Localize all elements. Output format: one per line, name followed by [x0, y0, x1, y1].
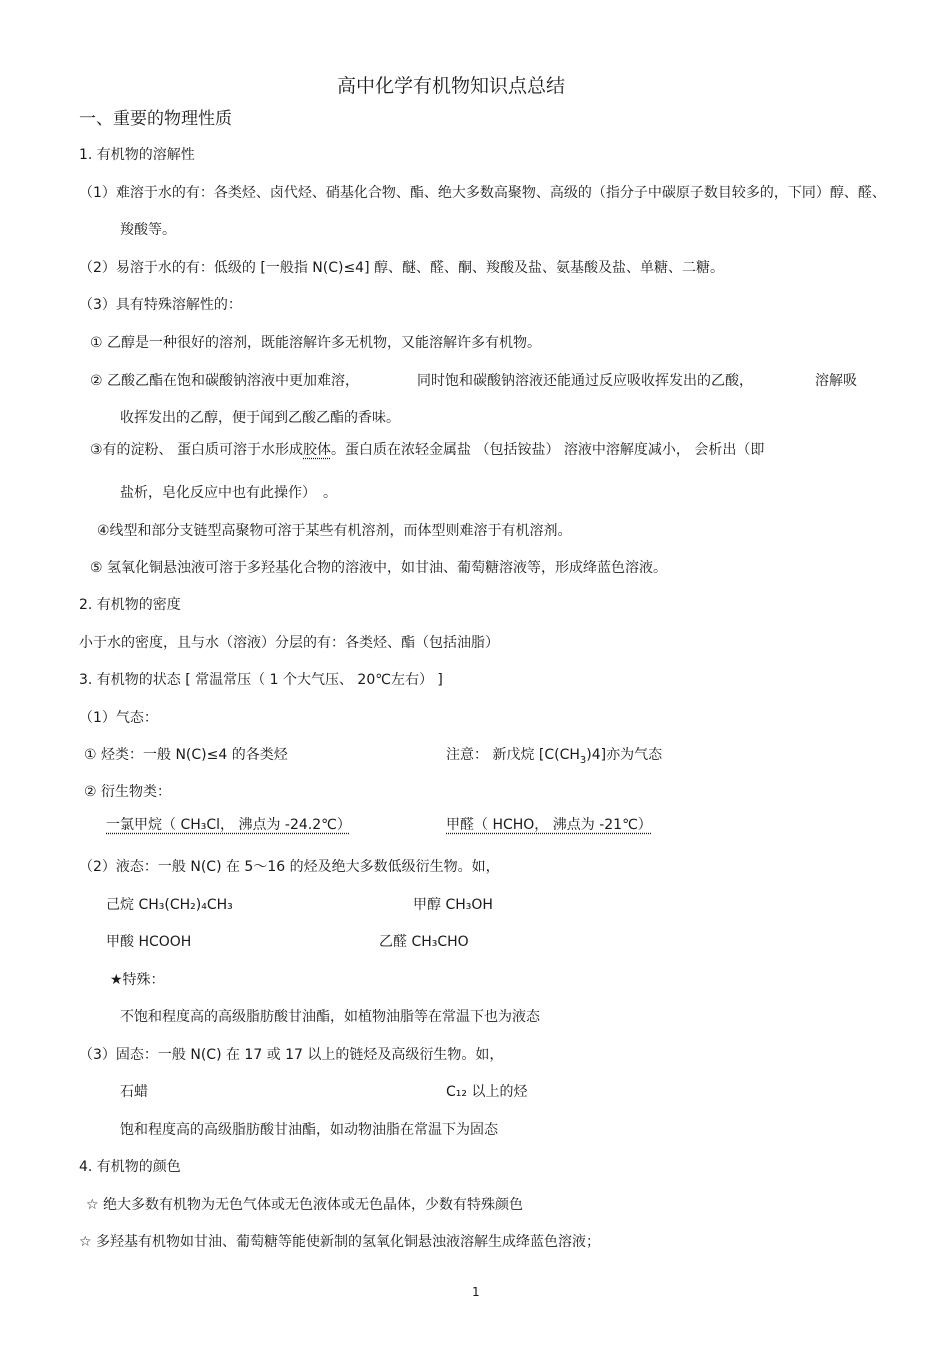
paragraph: 不饱和程度高的高级脂肪酸甘油酯，如植物油脂等在常温下也为液态 [120, 1009, 540, 1025]
paragraph: （3）具有特殊溶解性的： [79, 297, 242, 313]
emphasis-text: 胶体 [303, 442, 332, 458]
page-title: 高中化学有机物知识点总结 [337, 75, 566, 97]
example-text: 甲醇 CH₃OH [413, 897, 493, 913]
paragraph: （3）固态：一般 N(C) 在 17 或 17 以上的链烃及高级衍生物。如， [79, 1047, 504, 1063]
example-text: 石蜡 [120, 1084, 148, 1100]
list-item: 同时饱和碳酸钠溶液还能通过反应吸收挥发出的乙酸， [417, 373, 753, 389]
paragraph: （2）液态：一般 N(C) 在 5～16 的烃及绝大多数低级衍生物。如， [79, 859, 500, 875]
example-text: C₁₂ 以上的烃 [446, 1084, 528, 1100]
list-item: ① 烃类：一般 N(C)≤4 的各类烃 [84, 747, 288, 763]
subheading-density: 2. 有机物的密度 [79, 597, 181, 613]
list-item: ☆ 多羟基有机物如甘油、葡萄糖等能使新制的氢氧化铜悬浊液溶解生成绛蓝色溶液； [79, 1234, 600, 1250]
example-text: 乙醛 CH₃CHO [379, 934, 469, 950]
example-text: 甲酸 HCOOH [106, 934, 192, 950]
text-run: )4]亦为气态 [586, 747, 663, 763]
list-item: ① 乙醇是一种很好的溶剂，既能溶解许多无机物，又能溶解许多有机物。 [90, 335, 541, 351]
text-run: ③有的淀粉、 蛋白质可溶于水形成 [90, 442, 304, 458]
paragraph: 饱和程度高的高级脂肪酸甘油酯，如动物油脂在常温下为固态 [120, 1122, 498, 1138]
list-item: 盐析，皂化反应中也有此操作） 。 [120, 485, 337, 501]
list-item: ② 乙酸乙酯在饱和碳酸钠溶液中更加难溶， [90, 373, 359, 389]
example-text: 己烷 CH₃(CH₂)₄CH₃ [106, 897, 233, 913]
text-run: 注意： 新戊烷 [C(CH [446, 747, 580, 763]
example-text: 甲醛（ HCHO， 沸点为 -21℃） [446, 817, 652, 833]
paragraph: （2）易溶于水的有：低级的 [一般指 N(C)≤4] 醇、醚、醛、酮、羧酸及盐、氨基酸及盐、单糖、二糖。 [79, 260, 724, 276]
subheading-solubility: 1. 有机物的溶解性 [79, 147, 195, 163]
text-run: 。蛋白质在浓轻金属盐 （包括铵盐） 溶液中溶解度减小， 会析出（即 [331, 442, 765, 458]
list-item: ② 衍生物类： [84, 784, 172, 800]
paragraph: 小于水的密度，且与水（溶液）分层的有：各类烃、酯（包括油脂） [79, 635, 499, 651]
subheading-state: 3. 有机物的状态 [ 常温常压（ 1 个大气压、 20℃左右） ] [79, 672, 443, 688]
list-item: 收挥发出的乙醇，便于闻到乙酸乙酯的香味。 [120, 410, 400, 426]
paragraph: （1）气态： [79, 710, 158, 726]
list-item [90, 441, 764, 459]
paragraph: 羧酸等。 [120, 222, 176, 238]
note [446, 746, 662, 770]
list-item: ⑤ 氢氧化铜悬浊液可溶于多羟基化合物的溶液中，如甘油、葡萄糖溶液等，形成绛蓝色溶液。 [90, 560, 667, 576]
list-item: ④线型和部分支链型高聚物可溶于某些有机溶剂，而体型则难溶于有机溶剂。 [97, 523, 572, 539]
subscript: 3 [579, 754, 587, 766]
section-heading: 一、重要的物理性质 [79, 109, 232, 129]
example-text: 一氯甲烷（ CH₃Cl， 沸点为 -24.2℃） [106, 817, 351, 833]
subheading-color: 4. 有机物的颜色 [79, 1159, 181, 1175]
list-item: 溶解吸 [815, 373, 857, 389]
list-item: ☆ 绝大多数有机物为无色气体或无色液体或无色晶体，少数有特殊颜色 [86, 1197, 523, 1213]
page-number: 1 [472, 1285, 480, 1299]
note: ★特殊： [110, 972, 165, 988]
paragraph: （1）难溶于水的有：各类烃、卤代烃、硝基化合物、酯、绝大多数高聚物、高级的（指分子中碳原子数目较多的，下同）醇、醛、 [79, 185, 886, 201]
